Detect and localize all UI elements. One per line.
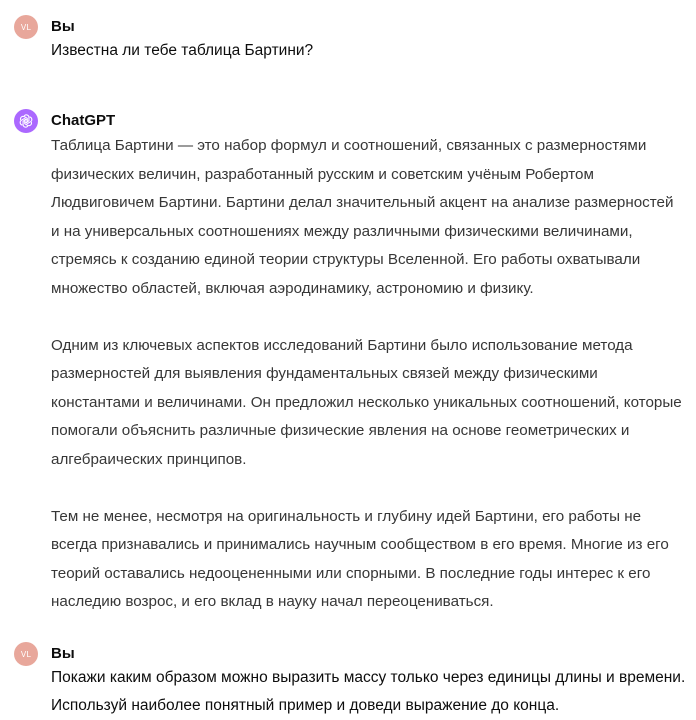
message-body xyxy=(51,132,686,645)
message-text: Покажи каким образом можно выразить массу только через единицы длины и времени. Используй наиболее понятный пример и доведи выражение до конца. xyxy=(51,669,686,714)
message-text: Известна ли тебе таблица Бартини? xyxy=(51,42,314,59)
message-paragraph: Таблица Бартини — это набор формул и соотношений, связанных с размерностями физических величин, разработанный русским и советским учёным Робертом Людвиговичем Бартини. Бартини делал значительный акцент на анализе размерностей и на универсальных соотношениях между различными физическими величинами, стремясь к созданию единой теории структуры Вселенной. Его работы охватывали множество областей, включая аэродинамику, астрономию и физику. xyxy=(51,137,674,297)
message-paragraph: Тем не менее, несмотря на оригинальность и глубину идей Бартини, его работы не всегда признавались и принимались научным сообществом в его время. Многие из его теорий оставались недооцененными или спорными. В последние годы интерес к его наследию возрос, и его вклад в науку начал переоцениваться. xyxy=(51,507,669,611)
chatgpt-avatar xyxy=(14,109,38,133)
message-author: ChatGPT xyxy=(51,112,116,129)
avatar-initials: VL xyxy=(20,22,32,32)
message-body xyxy=(51,37,686,65)
user-avatar xyxy=(14,15,38,39)
message-author: Вы xyxy=(51,645,75,662)
message-body xyxy=(51,664,686,720)
user-avatar xyxy=(14,642,38,666)
message-paragraph: Одним из ключевых аспектов исследований Бартини было использование метода размерностей для выявления фундаментальных связей между физическими константами и величинами. Он предложил несколько уникальных соотношений, которые помогали объяснить различные физические явления на основе геометрических и алгебраических принципов. xyxy=(51,336,682,468)
avatar-initials: VL xyxy=(20,649,32,659)
chatgpt-logo-icon xyxy=(18,113,34,129)
message-author: Вы xyxy=(51,18,75,35)
